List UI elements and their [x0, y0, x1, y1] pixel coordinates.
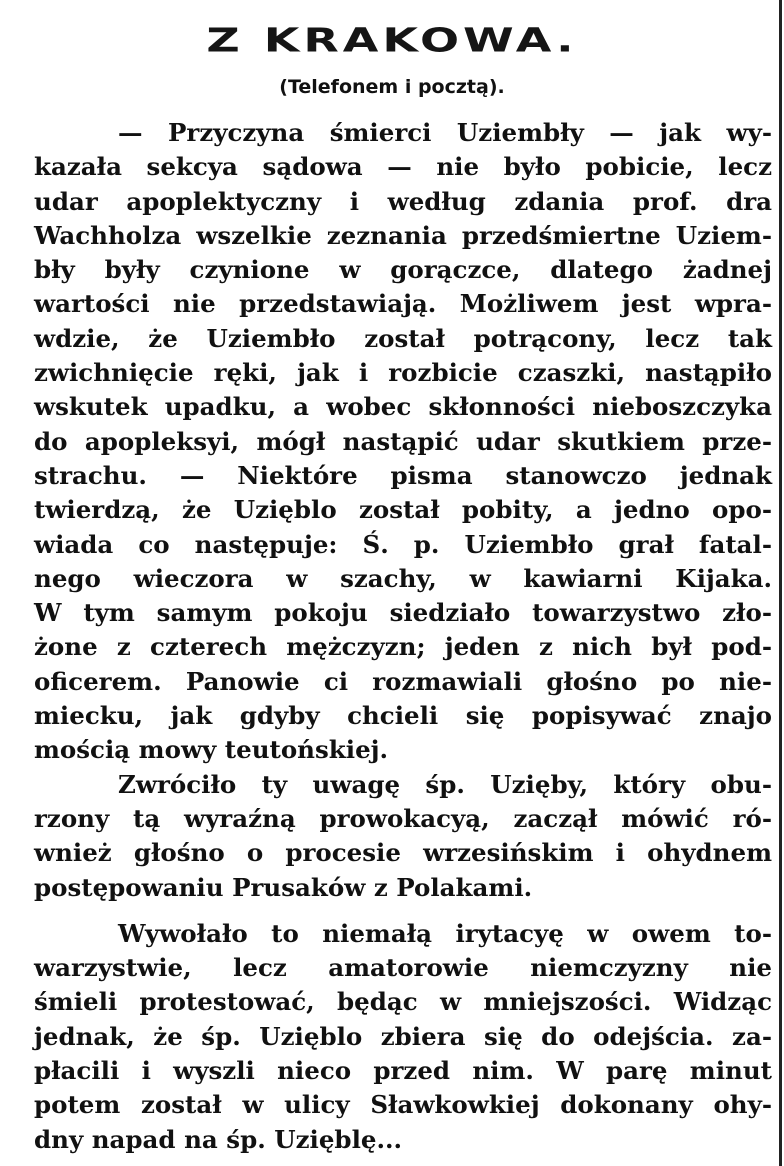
text-line: wdzie, że Uziembło został potrącony, lecz tak: [34, 323, 772, 353]
text-line: kazała sekcya sądowa — nie było pobicie, lecz: [34, 152, 772, 182]
text-line: wartości nie przedstawiają. Możliwem jest wpra-: [34, 289, 772, 319]
text-line: żone z czterech mężczyzn; jeden z nich był pod-: [34, 632, 772, 662]
text-line: nego wieczora w szachy, w kawiarni Kijaka.: [34, 563, 772, 593]
text-line: strachu. — Niektóre pisma stanowczo jednak: [34, 460, 772, 490]
text-line: rzony tą wyraźną prowokacyą, zaczął mówić ró-: [34, 803, 772, 833]
text-line: — Przyczyna śmierci Uziembły — jak wy-: [118, 118, 772, 147]
text-line: udar apoplektyczny i według zdania prof. dra: [34, 186, 772, 216]
text-line: wskutek upadku, a wobec skłonności nieboszczyka: [34, 392, 772, 422]
text-line: W tym samym pokoju siedziało towarzystwo zło-: [34, 598, 772, 628]
text-line: śmieli protestować, będąc w mniejszości. Widząc: [34, 987, 772, 1017]
text-line: płacili i wyszli nieco przed nim. W parę minut: [34, 1056, 772, 1086]
article-body: [34, 116, 772, 1157]
text-line: zwichnięcie ręki, jak i rozbicie czaszki, nastąpiło: [34, 358, 772, 388]
text-line: Wywołało to niemałą irytacyę w owem to-: [118, 918, 772, 948]
column-rule: [779, 0, 782, 1166]
text-line: warzystwie, lecz amatorowie niemczyzny nie: [34, 953, 772, 983]
text-line: Wachholza wszelkie zeznania przedśmiertne Uziem-: [34, 220, 772, 250]
text-line: mością mowy teutońskiej.: [34, 735, 389, 765]
text-line: wiada co następuje: Ś. p. Uziembło grał fatal-: [34, 529, 772, 559]
text-line: oficerem. Panowie ci rozmawiali głośno po nie-: [34, 666, 772, 696]
text-line: bły były czynione w gorączce, dlatego żadnej: [34, 255, 772, 285]
text-line: dny napad na śp. Uzięblę...: [34, 1124, 403, 1154]
text-line: postępowaniu Prusaków z Polakami.: [34, 872, 533, 902]
article-title: Z KRAKOWA.: [206, 20, 578, 60]
text-line: miecku, jak gdyby chcieli się popisywać znajo: [34, 701, 772, 731]
text-line: wnież głośno o procesie wrzesińskim i ohydnem: [34, 838, 772, 868]
text-line: twierdzą, że Uzięblo został pobity, a jedno opo-: [34, 495, 772, 525]
article-subtitle: (Telefonem i pocztą).: [279, 76, 505, 98]
text-line: jednak, że śp. Uzięblo zbiera się do odejścia. za-: [34, 1021, 772, 1051]
text-line: potem został w ulicy Sławkowkiej dokonany ohy-: [34, 1090, 772, 1120]
text-line: do apopleksyi, mógł nastąpić udar skutkiem prze-: [34, 426, 772, 456]
text-line: Zwróciło ty uwagę śp. Uzięby, który obu-: [118, 769, 772, 799]
